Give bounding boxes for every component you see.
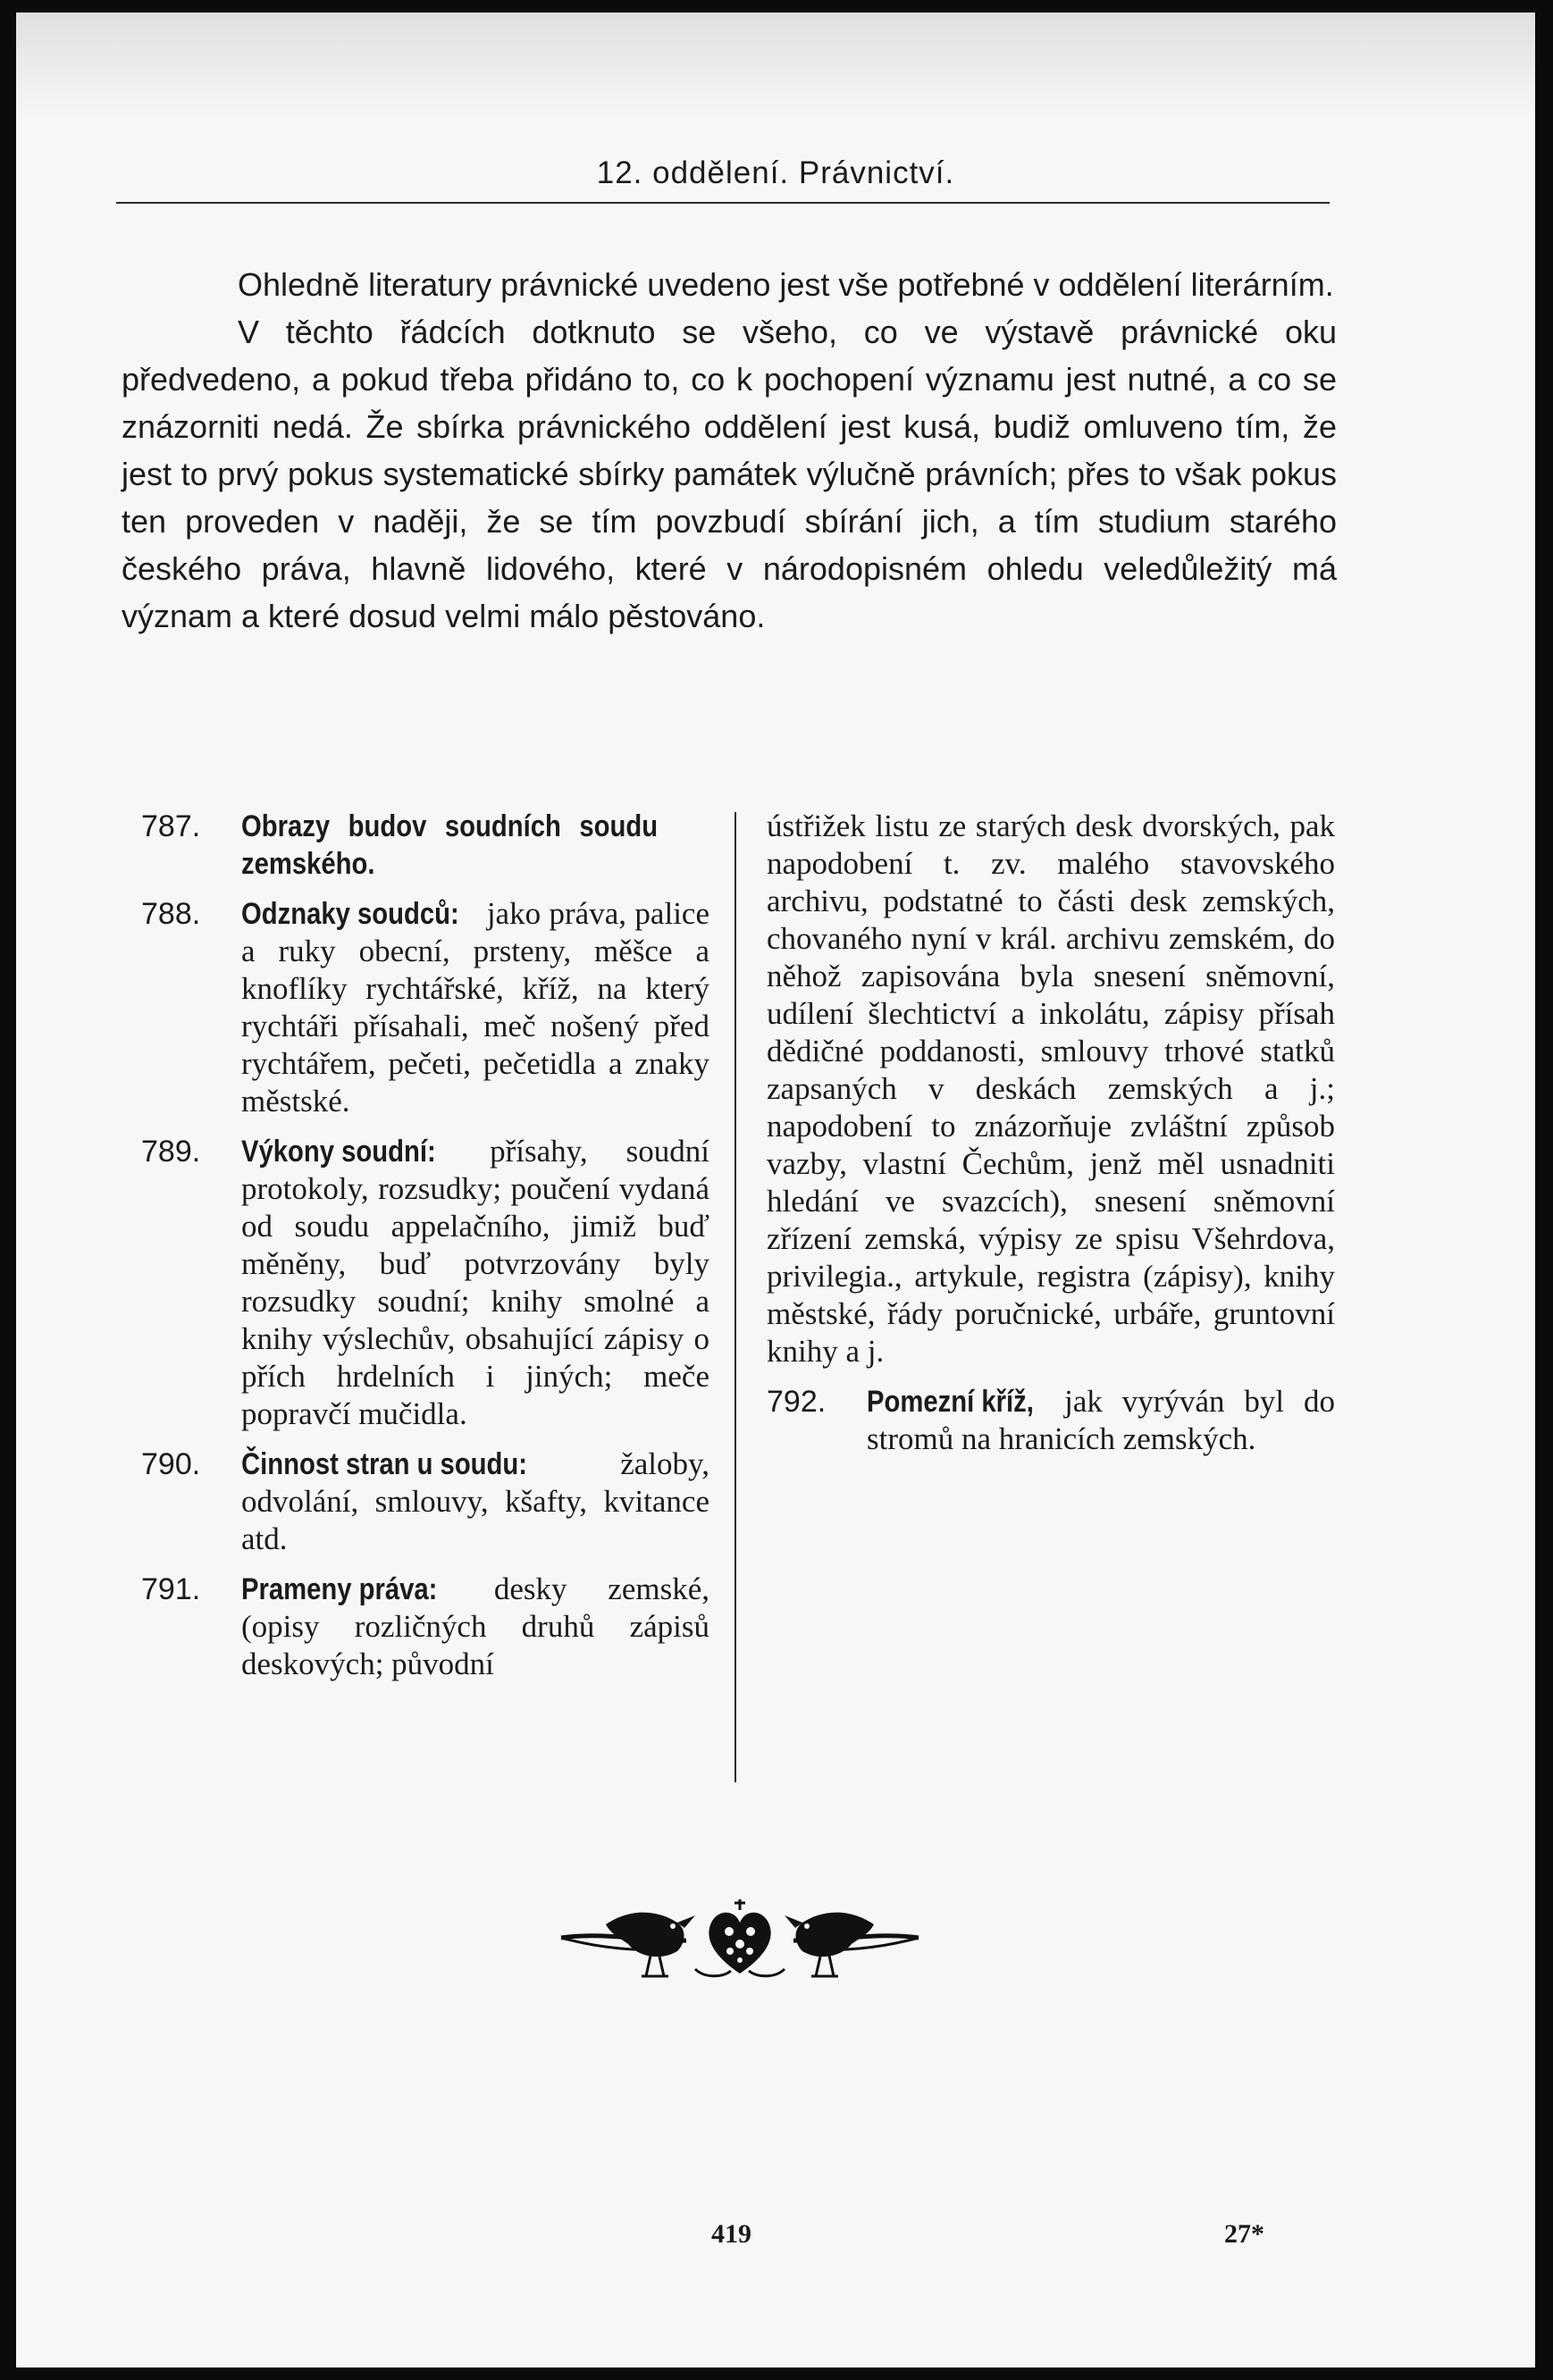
entry-text: desky zemské, (opisy rozličných druhů zápisů deskových; původní [241, 1571, 709, 1681]
catalog-entry [141, 895, 709, 1120]
entry-number: 787. [141, 809, 201, 843]
running-header: 12. oddělení. Právnictví. [596, 155, 955, 190]
entry-continuation: ústřižek listu ze starých desk dvorských, pak napodobení t. zv. malého stavovského archivu, podstatné to části desk zemských, chovaného nyní v král. archivu zemském, do něhož zapisována byla snesení sněmovní, udílení šlechtictví a inkolátu, zápisy přísah dědičné poddanosti, smlouvy trhové statků zapsaných v deskách zemských a j.; napodobení to znázorňuje zvláštní způsob vazby, vlastní Čechům, jenž měl usnadniti hledání ve svazcích), snesení sněmovní zřízení zemská, výpisy ze spisu Všehrdova, privilegia., artykule, registra (zápisy), knihy městské, řády poručnické, urbáře, gruntovní knihy a j. [767, 809, 1335, 1369]
intro-text [122, 261, 1337, 640]
entry-text: jako práva, palice a ruky obecní, prsteny, měšce a knoflíky rychtářské, kříž, na který rychtáři přísahali, meč nošený před rychtářem, pečeti, pečetidla a znaky městské. [241, 896, 709, 1119]
entry-title: Činnost stran u soudu: [241, 1447, 528, 1481]
entry-number: 790. [141, 1447, 201, 1481]
entry-text: přísahy, soudní protokoly, rozsudky; poučení vydaná od soudu appelačního, jimiž buď měněny, buď potvrzovány byly rozsudky soudní; knihy smolné a knihy výslechův, obsahující zápisy o přích hrdelních i jiných; meče popravčí mučidla. [241, 1134, 709, 1431]
entry-title: Obrazy budov soudních soudu zemského. [241, 809, 659, 881]
header-rule [116, 202, 1330, 204]
left-column [141, 808, 709, 1696]
intro-paragraph: Ohledně literatury právnické uvedeno jest vše potřebné v oddělení literárním. [238, 266, 1334, 303]
entry-text: jak vyrýván byl do stromů na hranicích zemských. [867, 1384, 1335, 1456]
entry-body [241, 808, 709, 883]
entry-body [241, 1571, 709, 1683]
entry-body [241, 1446, 709, 1558]
catalog-entry [767, 1383, 1335, 1458]
entry-body [867, 1383, 1335, 1458]
right-column [767, 808, 1335, 1471]
birds-heart-ornament-icon [552, 1889, 928, 1987]
signature-mark: 27* [1224, 2219, 1264, 2249]
entry-title: Pomezní kříž, [867, 1385, 1034, 1419]
page-number: 419 [711, 2219, 751, 2249]
entry-number: 789. [141, 1135, 201, 1169]
catalog-entry [141, 1571, 709, 1683]
book-page [16, 13, 1535, 2367]
catalog-entry [141, 1133, 709, 1433]
entry-number: 788. [141, 897, 201, 931]
catalog-entry [141, 808, 709, 883]
entry-body [241, 895, 709, 1120]
catalog-entry [141, 1446, 709, 1558]
entry-title: Prameny práva: [241, 1572, 438, 1606]
entry-title: Odznaky soudců: [241, 897, 459, 931]
entry-number: 791. [141, 1572, 201, 1606]
entry-body [241, 1133, 709, 1433]
entry-number: 792. [767, 1385, 827, 1419]
entry-text: žaloby, odvolání, smlouvy, kšafty, kvitance atd. [241, 1446, 709, 1556]
intro-paragraph: V těchto řádcích dotknuto se všeho, co ve výstavě právnické oku předvedeno, a pokud třeba přidáno to, co k pochopení významu jest nutné, a co se znázorniti nedá. Že sbírka právnického oddělení jest kusá, budiž omluveno tím, že jest to prvý pokus systematické sbírky památek výlučně právních; přes to však pokus ten proveden v naději, že se tím povzbudí sbírání jich, a tím studium starého českého práva, hlavně lidového, které v národopisném ohledu veledůležitý má význam a které dosud velmi málo pěstováno. [122, 314, 1337, 634]
column-divider [735, 812, 736, 1782]
entry-title: Výkony soudní: [241, 1135, 436, 1169]
